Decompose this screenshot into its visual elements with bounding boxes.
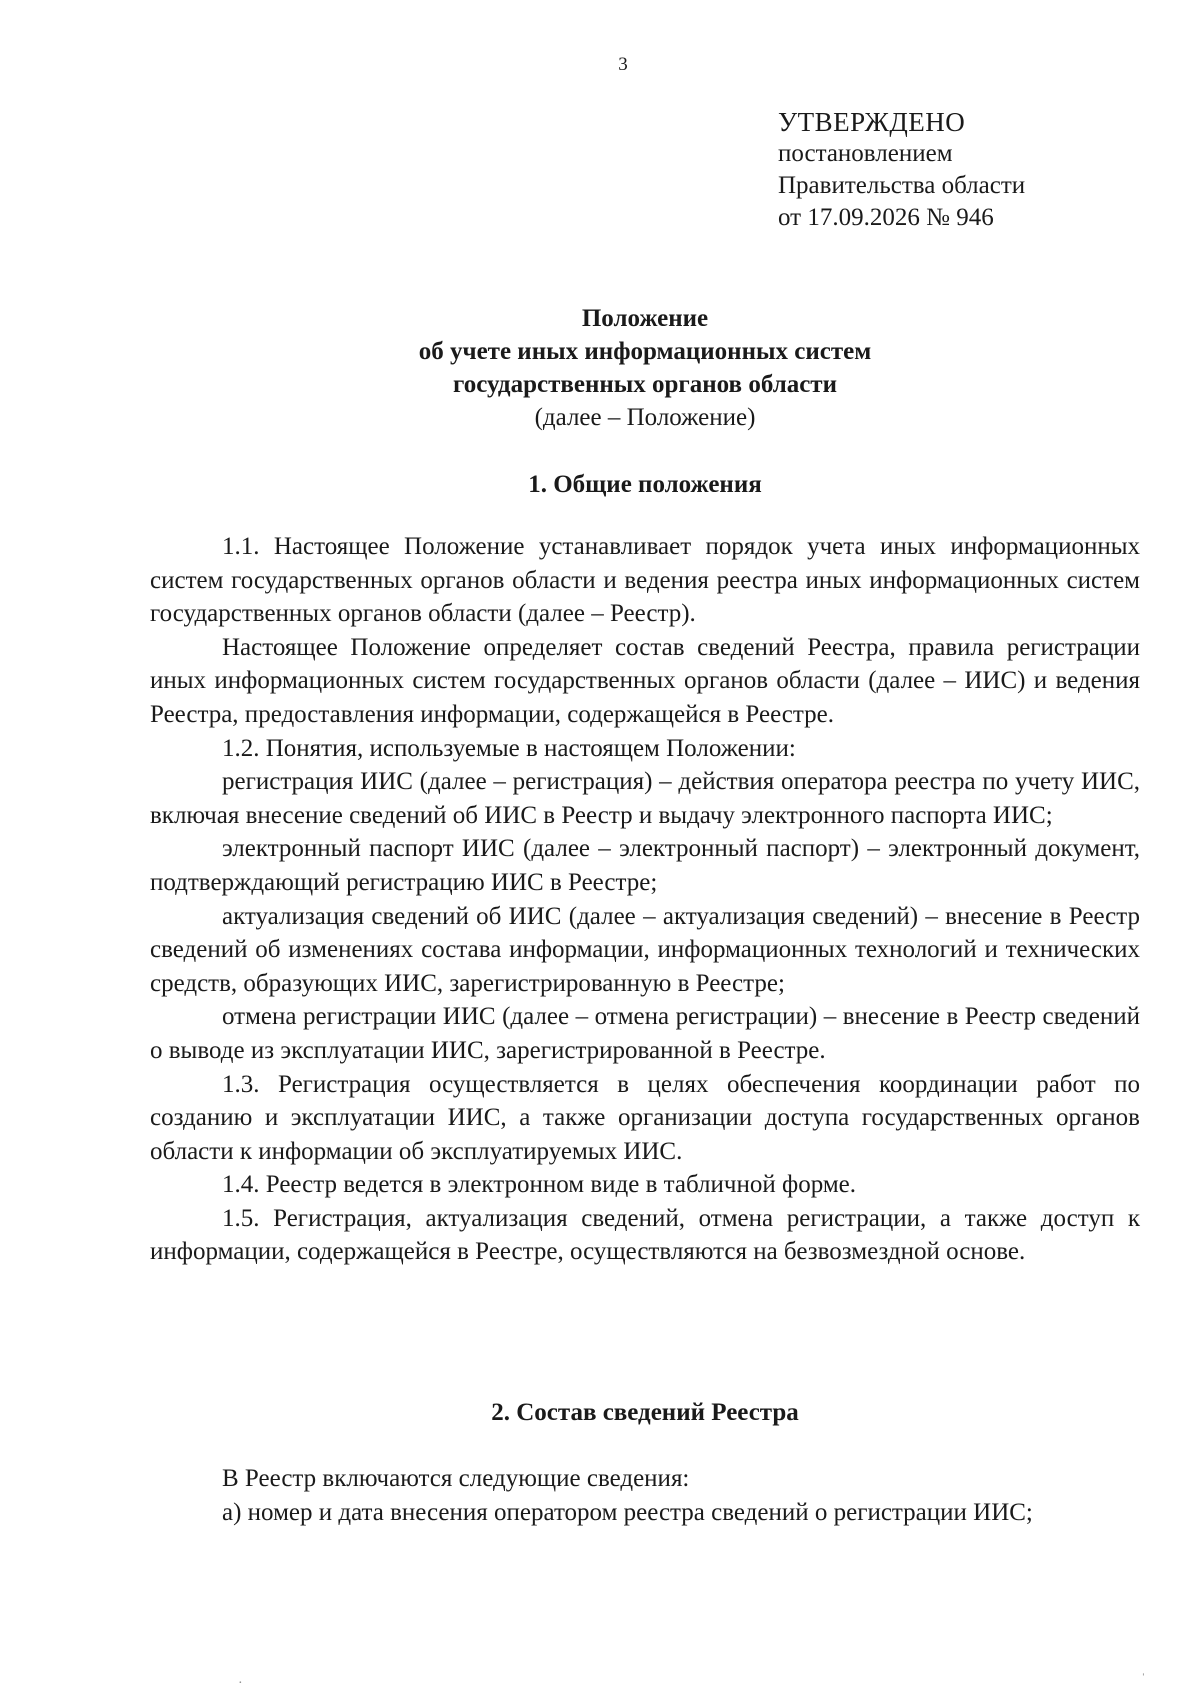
paragraph: регистрация ИИС (далее – регистрация) – действия оператора реестра по учету ИИС, включая внесение сведений об ИИС в Реестр и выдачу электронного паспорта ИИС; — [150, 768, 1140, 829]
title-line-2: об учете иных информационных систем — [418, 338, 872, 365]
approval-stamp — [778, 106, 1025, 234]
paragraph: Настоящее Положение определяет состав сведений Реестра, правила регистрации иных информационных систем государственных органов области (далее – ИИС) и ведения Реестра, предоставления информации, содержащейся в Реестре. — [150, 633, 1140, 728]
paragraph: В Реестр включаются следующие сведения: — [222, 1465, 690, 1492]
section-2-body — [150, 1462, 1140, 1529]
approval-title: УТВЕРЖДЕНО — [778, 107, 966, 137]
section-1-heading: 1. Общие положения — [528, 471, 762, 498]
paragraph: 1.5. Регистрация, актуализация сведений, отмена регистрации, а также доступ к информации, содержащейся в Реестре, осуществляются на безвозмездной основе. — [150, 1204, 1140, 1266]
document-title — [150, 302, 1140, 434]
approval-line-3: от 17.09.2026 № 946 — [778, 204, 994, 231]
paragraph: 1.1. Настоящее Положение устанавливает порядок учета иных информационных систем государственных органов области и ведения реестра иных информационных систем государственных органов области (далее – Реестр). — [150, 533, 1140, 628]
title-line-3: государственных органов области — [453, 371, 837, 398]
paragraph: а) номер и дата внесения оператором реестра сведений о регистрации ИИС; — [222, 1498, 1033, 1526]
title-line-1: Положение — [581, 305, 709, 332]
approval-line-1: постановлением — [778, 140, 953, 167]
section-1-body — [150, 530, 1140, 1269]
paragraph: 1.2. Понятия, используемые в настоящем Положении: — [222, 734, 796, 762]
title-line-4: (далее – Положение) — [534, 404, 756, 431]
paragraph: электронный паспорт ИИС (далее – электронный паспорт) – электронный документ, подтверждающий регистрацию ИИС в Реестре; — [150, 835, 1140, 896]
paragraph: 1.4. Реестр ведется в электронном виде в табличной форме. — [222, 1171, 856, 1199]
paragraph: 1.3. Регистрация осуществляется в целях обеспечения координации работ по созданию и эксплуатации ИИС, а также организации доступа государственных органов области к информации об эксплуатируемых ИИС. — [150, 1070, 1140, 1165]
section-2-heading: 2. Состав сведений Реестра — [491, 1399, 799, 1426]
scan-speck: ˈ — [1141, 1672, 1146, 1687]
page-number: 3 — [618, 54, 628, 75]
approval-line-2: Правительства области — [778, 172, 1026, 199]
paragraph: отмена регистрации ИИС (далее – отмена регистрации) – внесение в Реестр сведений о выводе из эксплуатации ИИС, зарегистрированной в Реестре. — [150, 1003, 1140, 1064]
scan-speck: · — [238, 1676, 243, 1691]
paragraph: актуализация сведений об ИИС (далее – актуализация сведений) – внесение в Реестр сведений об изменениях состава информации, информационных технологий и технических средств, образующих ИИС, зарегистрированную в Реестре; — [150, 902, 1140, 997]
